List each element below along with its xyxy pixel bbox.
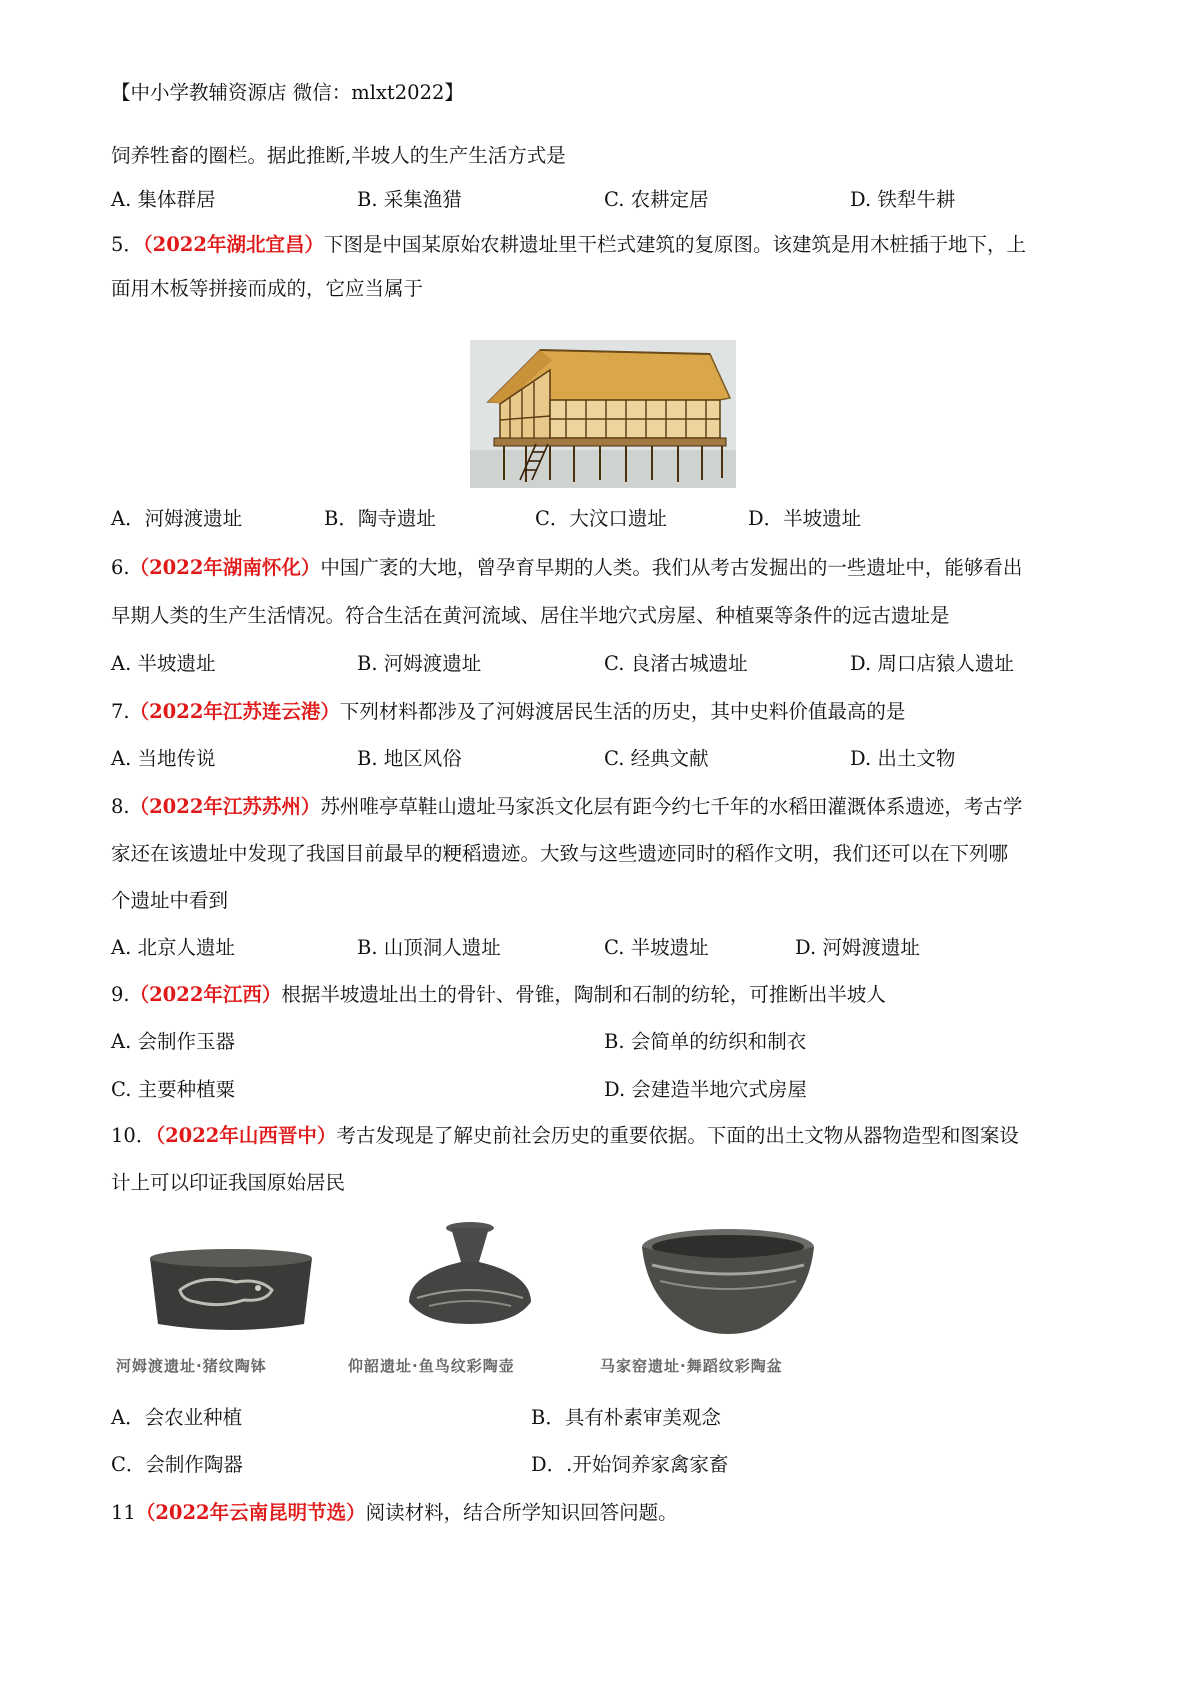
q8-stem-line1 [111,794,1022,820]
q5-source: （2022年湖北宜昌） [142,233,324,256]
q7-option-c: C. 经典文献 [604,747,709,770]
q5-option-d: D．半坡遗址 [748,507,862,530]
dance-pattern-basin-image [638,1225,818,1343]
q5-option-a: A．河姆渡遗址 [111,507,243,530]
q8-stem-line3: 个遗址中看到 [111,889,229,912]
q10-stem-line1 [111,1123,1019,1149]
q7-stem [111,699,905,725]
q8-stem-line2: 家还在该遗址中发现了我国目前最早的粳稻遗迹。大致与这些遗迹同时的稻作文明，我们还可以在下列哪 [111,842,1009,865]
q4-stem-tail: 饲养牲畜的圈栏。据此推断,半坡人的生产生活方式是 [111,144,566,167]
q8-text: 苏州唯亭草鞋山遗址马家浜文化层有距今约七千年的水稻田灌溉体系遗迹，考古学 [320,795,1023,818]
q10-source: （2022年山西晋中） [155,1124,337,1147]
q11-source: （2022年云南昆明节选） [135,1501,366,1524]
q6-stem-line1 [111,555,1022,581]
q10-text: 考古发现是了解史前社会历史的重要依据。下面的出土文物从器物造型和图案设 [336,1124,1019,1147]
q10-number: 10． [111,1124,156,1147]
q5-number: 5． [111,233,143,256]
q7-option-a: A. 当地传说 [111,747,216,770]
q7-option-b: B. 地区风俗 [357,747,462,770]
q6-number: 6. [111,556,130,579]
q7-text: 下列材料都涉及了河姆渡居民生活的历史，其中史料价值最高的是 [339,700,906,723]
q8-option-b: B. 山顶洞人遗址 [357,936,501,959]
q4-option-c: C. 农耕定居 [604,188,709,211]
q8-option-d: D. 河姆渡遗址 [795,936,920,959]
q5-text: 下图是中国某原始农耕遗址里干栏式建筑的复原图。该建筑是用木桩插于地下，上 [323,233,1026,256]
q7-option-d: D. 出土文物 [850,747,956,770]
q7-source: （2022年江苏连云港） [129,700,340,723]
q6-stem-line2: 早期人类的生产生活情况。符合生活在黄河流域、居住半地穴式房屋、种植粟等条件的远古遗址是 [111,604,950,627]
stilt-house-image [470,340,736,488]
q6-text: 中国广袤的大地，曾孕育早期的人类。我们从考古发掘出的一些遗址中，能够看出 [320,556,1023,579]
q6-option-c: C. 良渚古城遗址 [604,652,748,675]
q11-text: 阅读材料，结合所学知识回答问题。 [365,1501,678,1524]
q11-number: 11 [111,1501,136,1524]
q5-stem-line2: 面用木板等拼接而成的，它应当属于 [111,277,424,300]
fish-bird-pot-caption: 仰韶遗址·鱼鸟纹彩陶壶 [348,1357,515,1375]
pig-pattern-bowl-image [140,1238,320,1338]
q7-number: 7. [111,700,130,723]
q4-option-d: D. 铁犁牛耕 [850,188,956,211]
q9-text: 根据半坡遗址出土的骨针、骨锥，陶制和石制的纺轮，可推断出半坡人 [281,983,886,1006]
fish-bird-pot-image [395,1218,545,1338]
dance-basin-caption: 马家窑遗址·舞蹈纹彩陶盆 [600,1357,783,1375]
q9-stem [111,982,886,1008]
q9-source: （2022年江西） [129,983,282,1006]
q10-option-c: C．会制作陶器 [111,1453,243,1476]
q5-stem-line1 [111,232,1026,258]
q10-stem-line2: 计上可以印证我国原始居民 [111,1171,346,1194]
q6-option-b: B. 河姆渡遗址 [357,652,482,675]
pig-bowl-caption: 河姆渡遗址·猪纹陶钵 [116,1357,267,1375]
q10-option-a: A．会农业种植 [111,1406,243,1429]
q9-number: 9. [111,983,130,1006]
q4-option-a: A. 集体群居 [111,188,216,211]
q4-option-b: B. 采集渔猎 [357,188,462,211]
q8-option-c: C. 半坡遗址 [604,936,709,959]
q6-option-a: A. 半坡遗址 [111,652,216,675]
q9-option-c: C. 主要种植粟 [111,1078,236,1101]
q5-option-b: B．陶寺遗址 [324,507,436,530]
header-watermark: 【中小学教辅资源店 微信：mlxt2022】 [111,81,464,104]
q5-option-c: C．大汶口遗址 [535,507,667,530]
q9-option-d: D. 会建造半地穴式房屋 [604,1078,807,1101]
q6-source: （2022年湖南怀化） [129,556,321,579]
q11-stem [111,1500,678,1526]
q8-source: （2022年江苏苏州） [129,795,321,818]
q8-option-a: A. 北京人遗址 [111,936,235,959]
q9-option-b: B. 会简单的纺织和制衣 [604,1030,807,1053]
q8-number: 8. [111,795,130,818]
q6-option-d: D. 周口店猿人遗址 [850,652,1014,675]
q10-option-d: D．.开始饲养家禽家畜 [531,1453,729,1476]
q9-option-a: A. 会制作玉器 [111,1030,235,1053]
q10-option-b: B．具有朴素审美观念 [531,1406,721,1429]
